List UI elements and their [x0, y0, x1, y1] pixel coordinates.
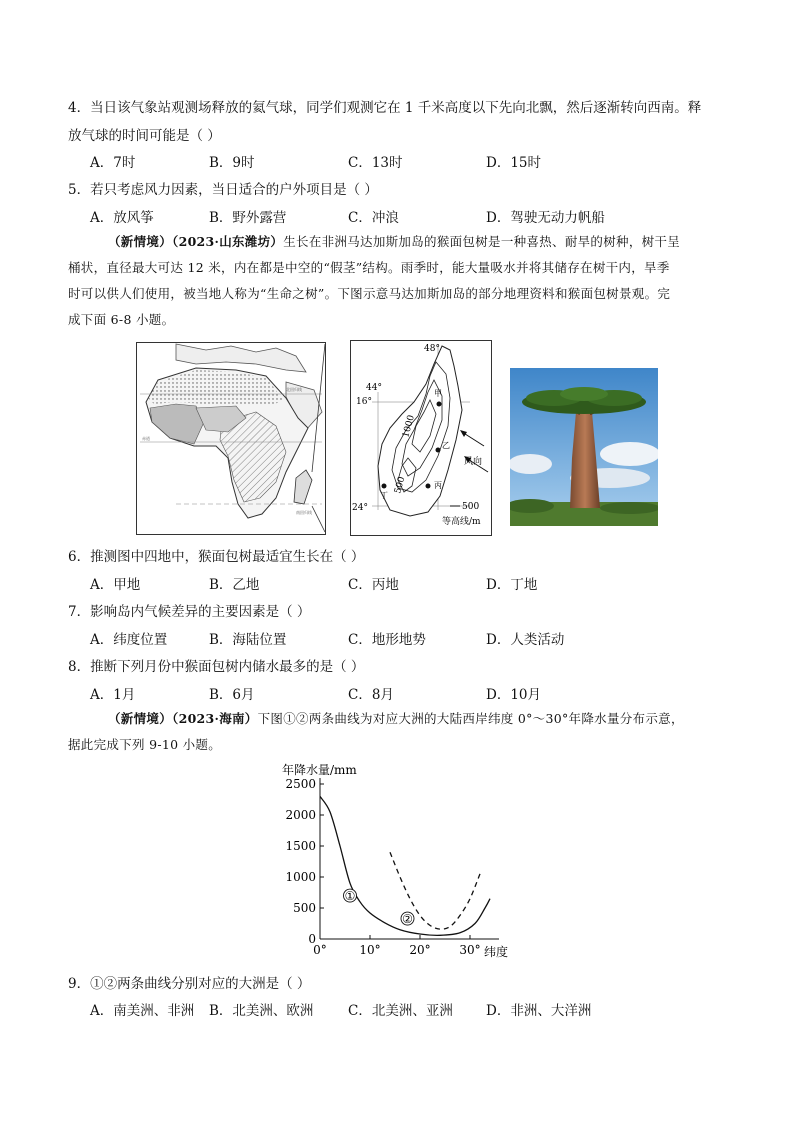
q9-option-b[interactable]: B．北美洲、欧洲 — [209, 1003, 314, 1019]
q5-stem: 5．若只考虑风力因素，当日适合的户外项目是（ ） — [68, 182, 378, 198]
passage-1-line1 — [68, 229, 728, 255]
q4-option-d[interactable]: D．15时 — [486, 155, 542, 171]
q4-option-b[interactable]: B．9时 — [209, 155, 255, 171]
point-jia-label: 甲 — [434, 389, 442, 398]
passage-1-tag-source: （2023·山东潍坊） — [172, 234, 284, 249]
y-tick-label-1: 500 — [293, 901, 316, 915]
chart-series — [320, 796, 490, 935]
q9-stem: 9．①②两条曲线分别对应的大洲是（ ） — [68, 976, 311, 992]
q4-stem-line1: 4．当日该气象站观测场释放的氦气球，同学们观测它在 1 千米高度以下先向北飘，然后逐渐转向西南。释 — [68, 100, 702, 116]
baobab-tree-photo — [510, 368, 658, 526]
contour-1000-label: 1000 — [401, 414, 417, 439]
passage-1-line3: 时可以供人们使用，被当地人称为“生命之树”。下图示意马达加斯加岛的部分地理资料和猴面包树景观。完 — [68, 286, 671, 301]
tropic-cancer-label: 北回归线 — [286, 387, 302, 392]
contour-500-label: 500 — [393, 475, 408, 495]
point-bing-label: 丙 — [434, 481, 442, 490]
chart-xlabel: 纬度 — [484, 945, 509, 959]
passage-1-line2: 桶状，直径最大可达 12 米，内在都是中空的“假茎”结构。雨季时，能大量吸水并将其储存在树干内，旱季 — [68, 260, 670, 275]
wind-direction-label: 风向 — [464, 457, 483, 467]
q9-option-c[interactable]: C．北美洲、亚洲 — [348, 1003, 453, 1019]
q6-option-c[interactable]: C．丙地 — [348, 577, 399, 593]
q6-option-b[interactable]: B．乙地 — [209, 577, 260, 593]
chart-ylabel: 年降水量/mm — [282, 763, 357, 777]
q8-option-a[interactable]: A．1月 — [90, 687, 136, 703]
q8-option-b[interactable]: B．6月 — [209, 687, 255, 703]
q6-stem: 6．推测图中四地中，猴面包树最适宜生长在（ ） — [68, 549, 365, 565]
legend-contour-value: 500 — [462, 502, 480, 512]
q5-option-d[interactable]: D．驾驶无动力帆船 — [486, 210, 605, 226]
q5-option-b[interactable]: B．野外露营 — [209, 210, 287, 226]
q4-option-c[interactable]: C．13时 — [348, 155, 403, 171]
q7-option-d[interactable]: D．人类活动 — [486, 632, 565, 648]
q6-option-a[interactable]: A．甲地 — [90, 577, 141, 593]
legend-contour-text: 等高线/m — [442, 517, 481, 527]
y-tick-label-3: 1500 — [285, 839, 316, 853]
lon-48-label: 48° — [424, 344, 440, 354]
africa-map — [136, 342, 326, 535]
q8-stem: 8．推断下列月份中猴面包树内储水最多的是（ ） — [68, 659, 365, 675]
q4-option-a[interactable]: A．7时 — [90, 155, 136, 171]
q7-option-b[interactable]: B．海陆位置 — [209, 632, 287, 648]
passage-2 — [68, 706, 728, 758]
point-yi-label: 乙 — [442, 441, 450, 450]
q8-option-c[interactable]: C．8月 — [348, 687, 394, 703]
y-tick-label-2: 1000 — [285, 870, 316, 884]
q7-stem: 7．影响岛内气候差异的主要因素是（ ） — [68, 604, 311, 620]
q5-option-c[interactable]: C．冲浪 — [348, 210, 399, 226]
q9-option-d[interactable]: D．非洲、大洋洲 — [486, 1003, 592, 1019]
passage-2-line2: 据此完成下列 9-10 小题。 — [68, 737, 222, 752]
passage-2-tag-new: （新情境） — [108, 711, 173, 726]
q8-option-d[interactable]: D．10月 — [486, 687, 542, 703]
q9-option-a[interactable]: A．南美洲、非洲 — [90, 1003, 195, 1019]
lon-44-label: 44° — [366, 383, 382, 393]
passage-1-tag-new: （新情境） — [108, 234, 173, 249]
equator-label: 赤道 — [142, 436, 150, 441]
q4-stem-line2: 放气球的时间可能是（ ） — [68, 128, 221, 144]
y-tick-label-4: 2000 — [285, 808, 316, 822]
passage-1-line4: 成下面 6-8 小题。 — [68, 312, 175, 327]
passage-2-text1: 下图①②两条曲线为对应大洲的大陆西岸纬度 0°～30°年降水量分布示意， — [257, 711, 684, 726]
q7-option-a[interactable]: A．纬度位置 — [90, 632, 168, 648]
q7-option-c[interactable]: C．地形地势 — [348, 632, 426, 648]
x-tick-label-0: 0° — [313, 943, 327, 957]
series-label-2: ② — [402, 912, 413, 927]
passage-1-text1: 生长在非洲马达加斯加岛的猴面包树是一种喜热、耐旱的树种，树干呈 — [283, 234, 681, 249]
lat-16-label: 16° — [356, 397, 372, 407]
q5-option-a[interactable]: A．放风筝 — [90, 210, 154, 226]
precipitation-chart — [270, 758, 530, 962]
x-tick-label-3: 30° — [459, 943, 481, 957]
passage-2-line1 — [68, 706, 728, 732]
point-ding-label: 丁 — [380, 491, 388, 500]
x-tick-label-1: 10° — [359, 943, 381, 957]
passage-2-tag-source: （2023·海南） — [172, 711, 258, 726]
y-tick-label-5: 2500 — [285, 777, 316, 791]
y-tick-label-0: 0 — [308, 932, 316, 946]
lat-24-label: 24° — [352, 503, 368, 513]
series-label-1: ① — [344, 889, 356, 904]
madagascar-inset-map — [350, 340, 492, 536]
q6-option-d[interactable]: D．丁地 — [486, 577, 538, 593]
tropic-capricorn-label: 南回归线 — [296, 510, 312, 515]
passage-1 — [68, 229, 728, 333]
chart-ticks — [285, 777, 480, 957]
x-tick-label-2: 20° — [409, 943, 431, 957]
